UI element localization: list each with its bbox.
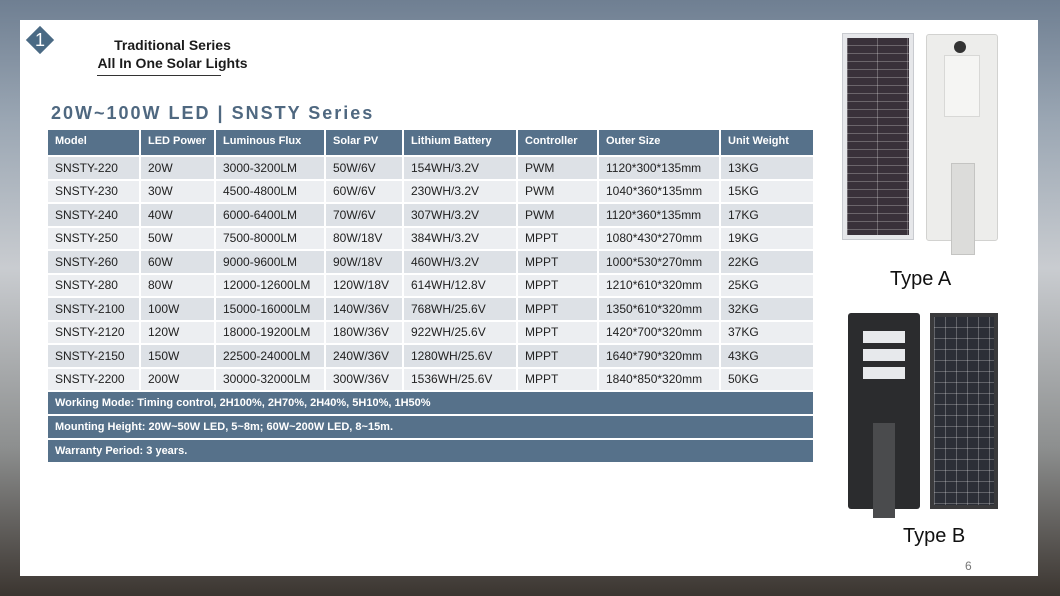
table-cell: 100W: [140, 297, 215, 321]
table-cell: 80W: [140, 274, 215, 298]
table-cell: 30000-32000LM: [215, 368, 325, 392]
table-cell: 12000-12600LM: [215, 274, 325, 298]
table-cell: 3000-3200LM: [215, 156, 325, 180]
table-cell: 150W: [140, 344, 215, 368]
table-cell: 1640*790*320mm: [598, 344, 720, 368]
table-cell: 240W/36V: [325, 344, 403, 368]
table-cell: MPPT: [517, 250, 598, 274]
table-cell: 60W: [140, 250, 215, 274]
table-cell: 9000-9600LM: [215, 250, 325, 274]
table-cell: 230WH/3.2V: [403, 180, 517, 204]
table-cell: MPPT: [517, 227, 598, 251]
table-cell: SNSTY-240: [48, 203, 140, 227]
column-header: Solar PV: [325, 130, 403, 156]
type-a-lamp-body-image: [926, 34, 998, 241]
column-header: Model: [48, 130, 140, 156]
table-cell: 154WH/3.2V: [403, 156, 517, 180]
table-row: [48, 274, 814, 298]
table-cell: 614WH/12.8V: [403, 274, 517, 298]
table-row: [48, 368, 814, 392]
table-row: [48, 297, 814, 321]
table-cell: 1210*610*320mm: [598, 274, 720, 298]
table-cell: 13KG: [720, 156, 814, 180]
table-row: [48, 321, 814, 345]
led-module-3: [863, 367, 905, 379]
warranty-note: Warranty Period: 3 years.: [48, 439, 814, 463]
series-title: 20W~100W LED | SNSTY Series: [51, 103, 375, 123]
table-cell: MPPT: [517, 344, 598, 368]
section-number: 1: [34, 30, 45, 50]
mounting-height-note: Mounting Height: 20W~50W LED, 5~8m; 60W~200W LED, 8~15m.: [48, 415, 814, 439]
mounting-bracket: [873, 423, 895, 518]
header-line-1: Traditional Series: [114, 37, 231, 53]
type-a-label: Type A: [890, 268, 952, 290]
table-header-row: [48, 130, 814, 156]
working-mode-note: Working Mode: Timing control, 2H100%, 2H70%, 2H40%, 5H10%, 1H50%: [48, 391, 814, 415]
note-row-working-mode: [48, 391, 814, 415]
table-cell: 120W: [140, 321, 215, 345]
table-cell: 1080*430*270mm: [598, 227, 720, 251]
table-cell: 200W: [140, 368, 215, 392]
table-cell: MPPT: [517, 297, 598, 321]
table-cell: 1040*360*135mm: [598, 180, 720, 204]
table-cell: 22KG: [720, 250, 814, 274]
table-cell: 7500-8000LM: [215, 227, 325, 251]
table-cell: 1280WH/25.6V: [403, 344, 517, 368]
table-cell: 90W/18V: [325, 250, 403, 274]
table-row: [48, 227, 814, 251]
type-b-lamp-body-image: [848, 313, 920, 509]
table-cell: 1840*850*320mm: [598, 368, 720, 392]
solar-cells: [934, 317, 994, 505]
table-cell: 460WH/3.2V: [403, 250, 517, 274]
table-cell: SNSTY-230: [48, 180, 140, 204]
table-cell: 60W/6V: [325, 180, 403, 204]
table-cell: 18000-19200LM: [215, 321, 325, 345]
table-cell: 30W: [140, 180, 215, 204]
note-row-mounting-height: [48, 415, 814, 439]
table-cell: 140W/36V: [325, 297, 403, 321]
table-cell: 1120*360*135mm: [598, 203, 720, 227]
table-cell: 120W/18V: [325, 274, 403, 298]
sensor-icon: [954, 41, 966, 53]
table-row: [48, 180, 814, 204]
table-row: [48, 156, 814, 180]
table-cell: SNSTY-2100: [48, 297, 140, 321]
table-cell: 17KG: [720, 203, 814, 227]
led-module: [944, 55, 980, 117]
table-cell: 70W/6V: [325, 203, 403, 227]
table-cell: 180W/36V: [325, 321, 403, 345]
table-cell: SNSTY-2200: [48, 368, 140, 392]
table-cell: 922WH/25.6V: [403, 321, 517, 345]
table-cell: PWM: [517, 203, 598, 227]
table-cell: 80W/18V: [325, 227, 403, 251]
mounting-bracket: [951, 163, 975, 255]
table-cell: 384WH/3.2V: [403, 227, 517, 251]
type-a-solar-panel-image: [842, 33, 914, 240]
table-row: [48, 344, 814, 368]
table-cell: 43KG: [720, 344, 814, 368]
table-cell: 19KG: [720, 227, 814, 251]
table-cell: 50W: [140, 227, 215, 251]
table-cell: PWM: [517, 180, 598, 204]
table-cell: 4500-4800LM: [215, 180, 325, 204]
table-cell: 50KG: [720, 368, 814, 392]
table-cell: SNSTY-2120: [48, 321, 140, 345]
table-cell: 768WH/25.6V: [403, 297, 517, 321]
table-cell: 32KG: [720, 297, 814, 321]
note-row-warranty: [48, 439, 814, 463]
table-cell: 22500-24000LM: [215, 344, 325, 368]
table-cell: 20W: [140, 156, 215, 180]
table-cell: MPPT: [517, 321, 598, 345]
column-header: LED Power: [140, 130, 215, 156]
table-cell: 1350*610*320mm: [598, 297, 720, 321]
table-cell: PWM: [517, 156, 598, 180]
table-cell: 15KG: [720, 180, 814, 204]
table-cell: 1000*530*270mm: [598, 250, 720, 274]
table-cell: MPPT: [517, 368, 598, 392]
table-cell: 1536WH/25.6V: [403, 368, 517, 392]
column-header: Unit Weight: [720, 130, 814, 156]
solar-cells: [847, 38, 909, 235]
type-b-solar-panel-image: [930, 313, 998, 509]
table-cell: 6000-6400LM: [215, 203, 325, 227]
table-cell: SNSTY-260: [48, 250, 140, 274]
page-number: 6: [965, 559, 972, 573]
table-cell: MPPT: [517, 274, 598, 298]
table-cell: 50W/6V: [325, 156, 403, 180]
type-b-label: Type B: [903, 525, 966, 547]
table-cell: 1120*300*135mm: [598, 156, 720, 180]
column-header: Luminous Flux: [215, 130, 325, 156]
table-cell: 1420*700*320mm: [598, 321, 720, 345]
table-cell: 307WH/3.2V: [403, 203, 517, 227]
header-line-2: All In One Solar Lights: [97, 55, 248, 71]
table-cell: 37KG: [720, 321, 814, 345]
table-cell: 15000-16000LM: [215, 297, 325, 321]
table-row: [48, 250, 814, 274]
table-row: [48, 203, 814, 227]
table-cell: SNSTY-250: [48, 227, 140, 251]
column-header: Outer Size: [598, 130, 720, 156]
table-cell: SNSTY-220: [48, 156, 140, 180]
spec-table: [48, 130, 815, 464]
table-cell: SNSTY-2150: [48, 344, 140, 368]
table-cell: SNSTY-280: [48, 274, 140, 298]
led-module-2: [863, 349, 905, 361]
table-cell: 300W/36V: [325, 368, 403, 392]
table-cell: 40W: [140, 203, 215, 227]
column-header: Controller: [517, 130, 598, 156]
table-cell: 25KG: [720, 274, 814, 298]
led-module-1: [863, 331, 905, 343]
header-underline: [97, 75, 221, 76]
column-header: Lithium Battery: [403, 130, 517, 156]
